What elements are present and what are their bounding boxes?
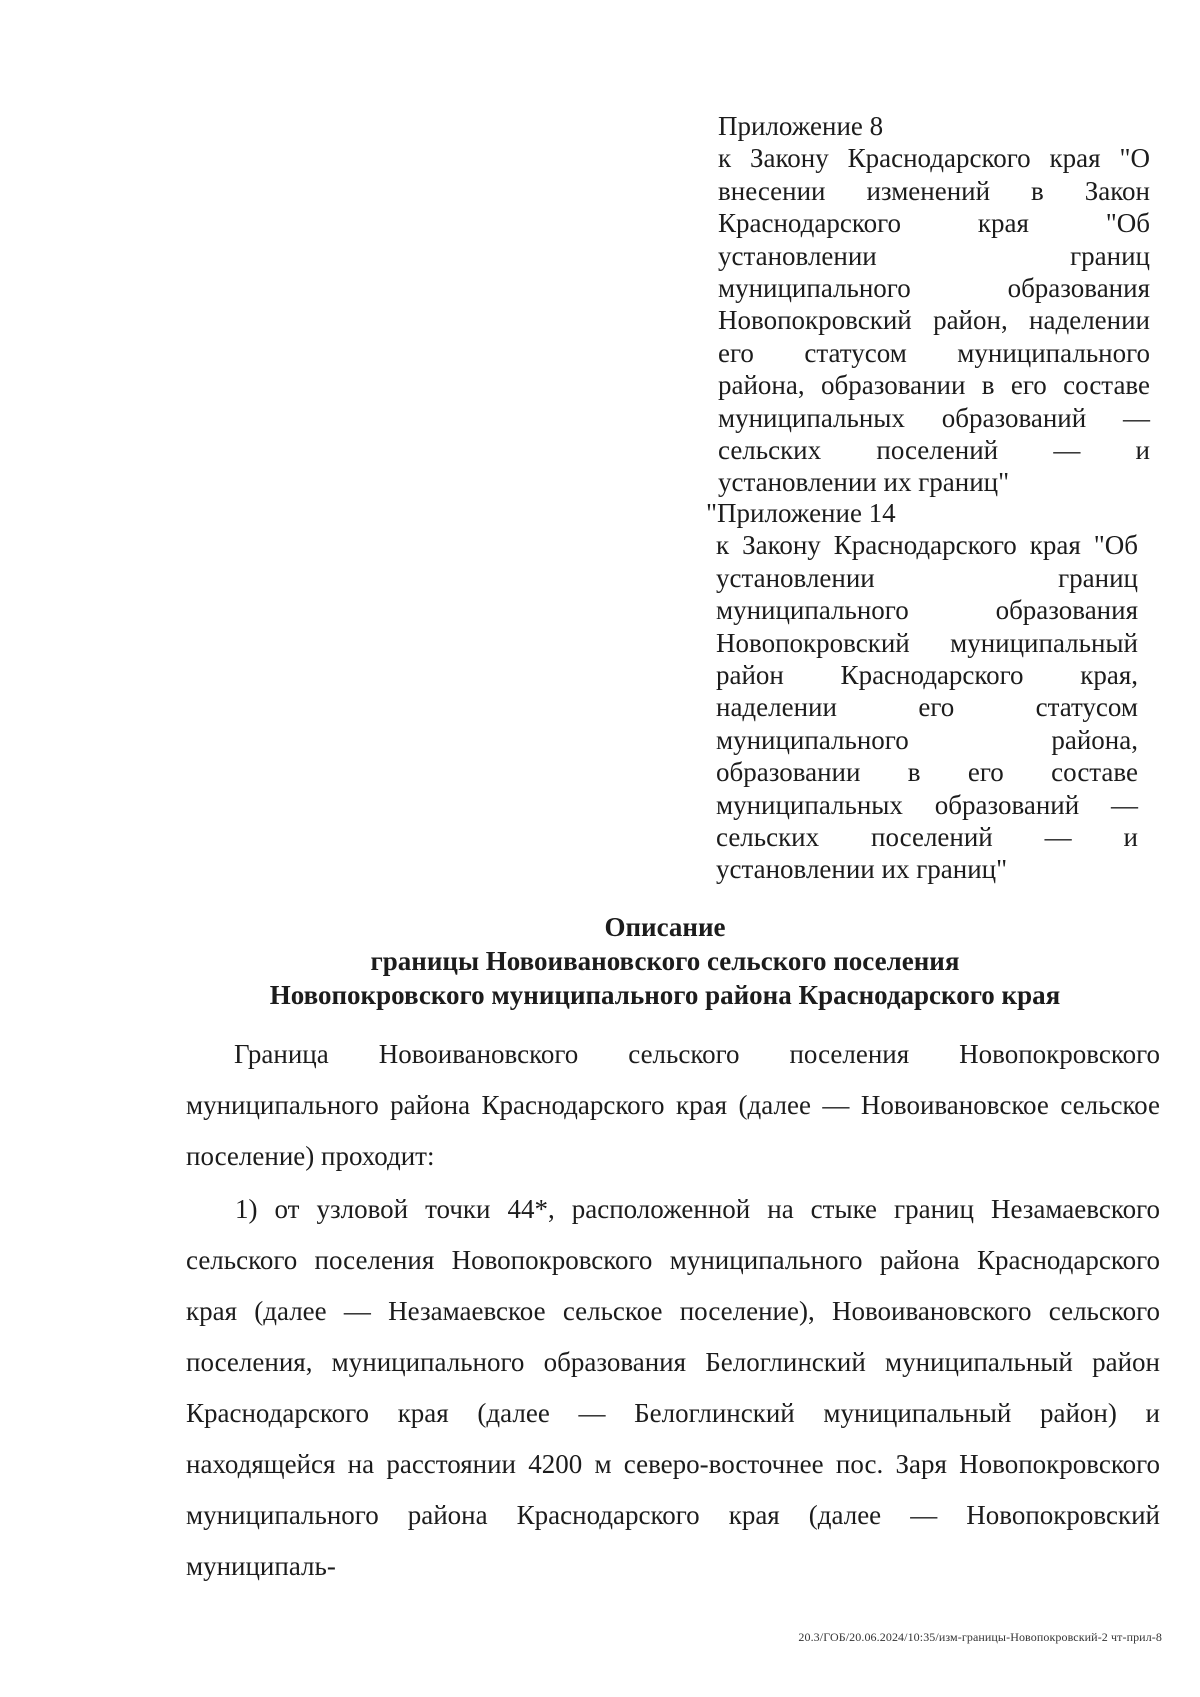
paragraph-item-1: 1) от узловой точки 44*, расположенной на стыке границ Незамаевского сельского поселения Новопокровского муниципального района Краснодарского края (далее — Незамаевское сельское поселение), Новоивановского сельского поселения, муниципального образования Белоглинский муниципальный район Краснодарского края (далее — Белоглинский муниципальный район) и находящейся на расстоянии 4200 м северо-восточнее пос. Заря Новопокровского муниципального района Краснодарского края (далее — Новопокровский муниципаль- — [186, 1194, 1160, 1581]
document-title — [160, 910, 1170, 1012]
footer-document-code: 20.3/ГОБ/20.06.2024/10:35/изм-границы-Новопокровский-2 чт-прил-8 — [798, 1630, 1162, 1644]
title-line-2: границы Новоивановского сельского поселения — [370, 946, 960, 976]
paragraph-intro: Граница Новоивановского сельского поселения Новопокровского муниципального района Краснодарского края (далее — Новоивановское сельское поселение) проходит: — [186, 1039, 1160, 1171]
appendix-14-header — [706, 497, 1138, 886]
appendix-14-title: "Приложение 14 — [706, 498, 896, 528]
title-line-1: Описание — [604, 912, 726, 942]
appendix-8-title: Приложение 8 — [718, 111, 884, 141]
appendix-8-reference: к Закону Краснодарского края "О внесении изменений в Закон Краснодарского края "Об установлении границ муниципального образования Новопокровский район, наделении его статусом муниципального района, образовании в его составе муниципальных образований — сельских поселений — и установлении их границ" — [718, 143, 1150, 498]
appendix-14-reference: к Закону Краснодарского края "Об установлении границ муниципального образования Новопокровский муниципальный район Краснодарского края, наделении его статусом муниципального района, образовании в его составе муниципальных образований — сельских поселений — и установлении их границ" — [716, 530, 1138, 885]
title-line-3: Новопокровского муниципального района Краснодарского края — [269, 980, 1061, 1010]
appendix-8-header — [718, 110, 1150, 499]
document-body — [186, 1029, 1160, 1594]
